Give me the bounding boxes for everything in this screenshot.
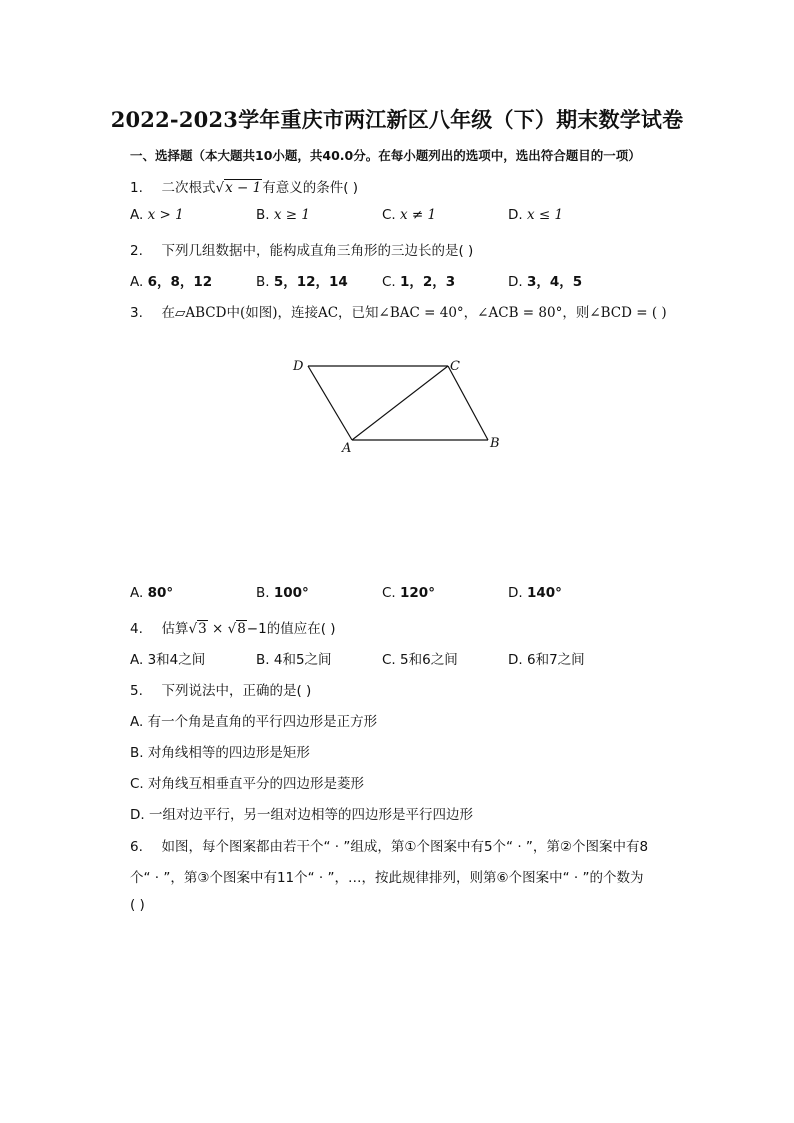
question-text-end: 有意义的条件( ): [262, 180, 359, 196]
q5-option-b[interactable]: B. 对角线相等的四边形是矩形: [130, 745, 310, 761]
diagonal-ac: [352, 366, 448, 440]
sqrt-3: √3: [188, 621, 207, 637]
question-number: 5.: [130, 683, 143, 699]
question-1: [130, 176, 358, 196]
vertex-label-a: A: [342, 441, 352, 456]
side-cb: [448, 366, 488, 440]
question-number: 6.: [130, 839, 143, 855]
q4-option-c[interactable]: C. 5和6之间: [382, 652, 458, 668]
question-text: 二次根式: [161, 180, 216, 196]
q2-option-a[interactable]: A. 6，8，12: [130, 274, 213, 290]
q5-option-a[interactable]: A. 有一个角是直角的平行四边形是正方形: [130, 714, 378, 730]
page-title: 2022-2023学年重庆市两江新区八年级（下）期末数学试卷: [110, 107, 684, 132]
q1-option-d[interactable]: D. x ≤ 1: [508, 207, 564, 223]
question-6-line2: 个“ · ”，第③个图案中有11个“ · ”，…，按此规律排列，则第⑥个图案中“ · ”的个数为: [130, 870, 644, 886]
vertex-label-c: C: [450, 359, 460, 374]
q4-option-d[interactable]: D. 6和7之间: [508, 652, 585, 668]
question-text: 在▱ABCD中(如图)，连接AC，已知∠BAC = 40°，∠ACB = 80°，则∠BCD = ( ): [161, 305, 667, 321]
question-text: 估算: [161, 621, 189, 637]
sqrt-expression: √x − 1: [215, 180, 262, 196]
q2-option-d[interactable]: D. 3，4，5: [508, 274, 583, 290]
question-6: [130, 835, 648, 855]
question-3: [130, 301, 667, 321]
q3-option-a[interactable]: A. 80°: [130, 585, 174, 601]
question-number: 4.: [130, 621, 143, 637]
q4-option-a[interactable]: A. 3和4之间: [130, 652, 206, 668]
q3-option-b[interactable]: B. 100°: [256, 585, 309, 601]
question-2: [130, 239, 473, 259]
q1-option-c[interactable]: C. x ≠ 1: [382, 207, 437, 223]
q1-option-a[interactable]: A. x > 1: [130, 207, 184, 223]
vertex-label-d: D: [293, 359, 304, 374]
q1-option-b[interactable]: B. x ≥ 1: [256, 207, 310, 223]
question-text: 下列说法中，正确的是( ): [161, 683, 312, 699]
q2-option-b[interactable]: B. 5，12，14: [256, 274, 348, 290]
q3-option-c[interactable]: C. 120°: [382, 585, 435, 601]
parallelogram-diagram: [280, 350, 520, 460]
question-4: 4. 估算√3 × √8−1的值应在( ): [130, 621, 336, 637]
question-5: [130, 679, 311, 699]
question-number: 2.: [130, 243, 143, 259]
q5-option-c[interactable]: C. 对角线互相垂直平分的四边形是菱形: [130, 776, 365, 792]
sqrt-8: √8: [227, 621, 246, 637]
question-number: 3.: [130, 305, 143, 321]
q4-option-b[interactable]: B. 4和5之间: [256, 652, 332, 668]
vertex-label-b: B: [490, 436, 500, 451]
q5-option-d[interactable]: D. 一组对边平行，另一组对边相等的四边形是平行四边形: [130, 807, 473, 823]
section-heading: 一、选择题（本大题共10小题，共40.0分。在每小题列出的选项中，选出符合题目的一项）: [130, 148, 641, 163]
q3-option-d[interactable]: D. 140°: [508, 585, 562, 601]
question-text-line1: 如图，每个图案都由若干个“ · ”组成，第①个图案中有5个“ · ”，第②个图案中有8: [161, 839, 649, 855]
q2-option-c[interactable]: C. 1，2，3: [382, 274, 456, 290]
side-da: [308, 366, 352, 440]
question-text: 下列几组数据中，能构成直角三角形的三边长的是( ): [161, 243, 474, 259]
question-text-end: −1的值应在( ): [246, 621, 336, 637]
question-number: 1.: [130, 180, 143, 196]
question-6-line3: ( ): [130, 897, 145, 913]
